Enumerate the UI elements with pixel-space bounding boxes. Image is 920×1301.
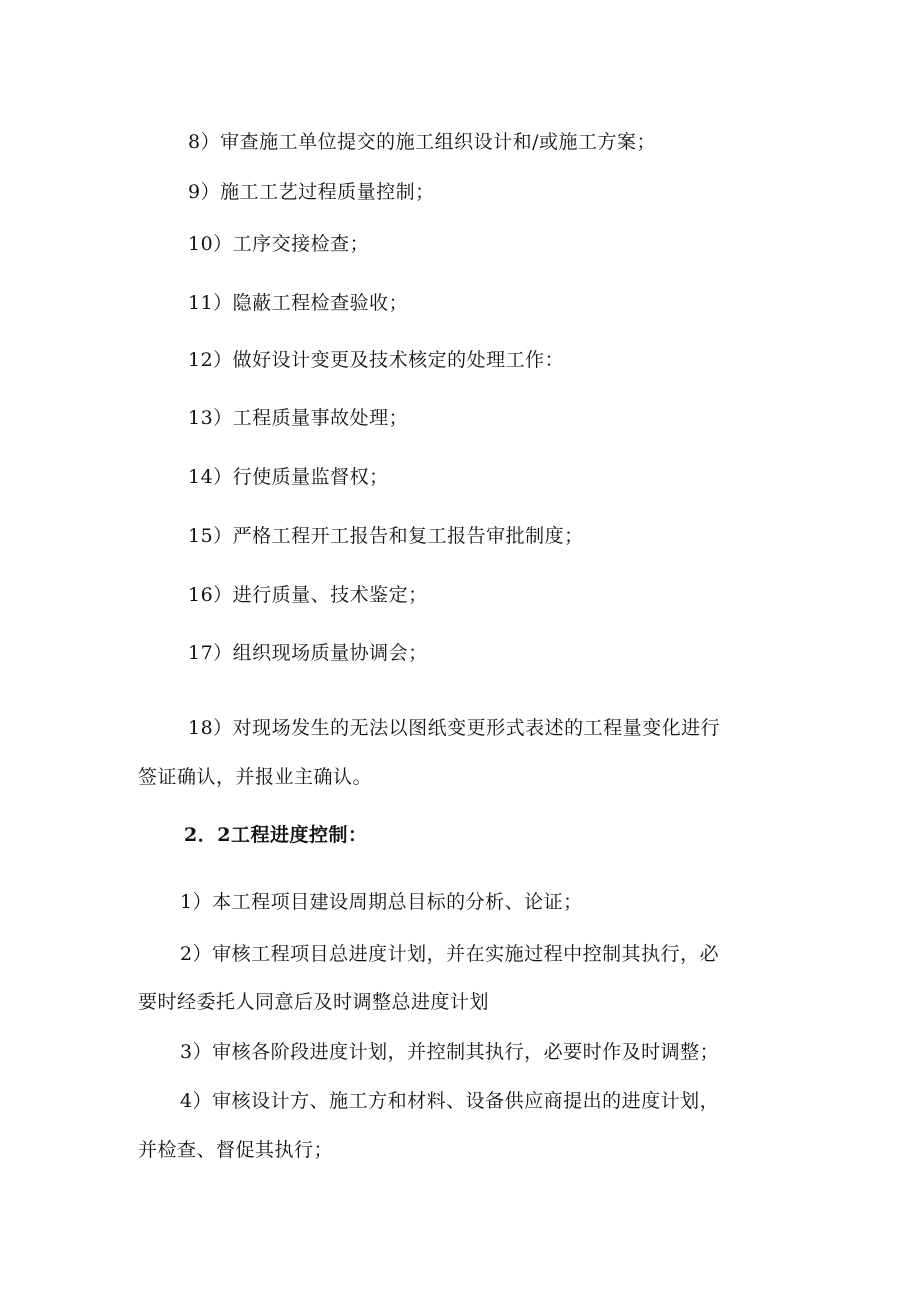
- progress-item-4-line1: 4）审核设计方、施工方和材料、设备供应商提出的进度计划，: [180, 1090, 720, 1112]
- quality-item-14: 14）行使质量监督权；: [188, 466, 389, 488]
- progress-item-3: 3）审核各阶段进度计划，并控制其执行，必要时作及时调整；: [180, 1041, 720, 1063]
- progress-item-4-line2: 并检查、督促其执行；: [138, 1139, 334, 1161]
- quality-item-8: 8）审查施工单位提交的施工组织设计和/或施工方案；: [188, 131, 656, 153]
- quality-item-15: 15）严格工程开工报告和复工报告审批制度；: [188, 525, 584, 547]
- progress-item-2-line1: 2）审核工程项目总进度计划，并在实施过程中控制其执行，必: [180, 943, 720, 965]
- quality-item-11: 11）隐蔽工程检查验收；: [188, 292, 409, 314]
- quality-item-12: 12）做好设计变更及技术核定的处理工作：: [188, 349, 565, 371]
- quality-item-18-line1: 18）对现场发生的无法以图纸变更形式表述的工程量变化进行: [188, 717, 721, 739]
- section-heading-progress-control: 2．2工程进度控制：: [184, 824, 368, 846]
- quality-item-13: 13）工程质量事故处理；: [188, 407, 409, 429]
- progress-item-1: 1）本工程项目建设周期总目标的分析、论证；: [180, 891, 583, 913]
- quality-item-10: 10）工序交接检查；: [188, 233, 370, 255]
- quality-item-9: 9）施工工艺过程质量控制；: [188, 181, 435, 203]
- quality-item-16: 16）进行质量、技术鉴定；: [188, 584, 428, 606]
- quality-item-17: 17）组织现场质量协调会；: [188, 642, 428, 664]
- quality-item-18-line2: 签证确认，并报业主确认。: [138, 766, 373, 788]
- progress-item-2-line2: 要时经委托人同意后及时调整总进度计划: [138, 991, 490, 1013]
